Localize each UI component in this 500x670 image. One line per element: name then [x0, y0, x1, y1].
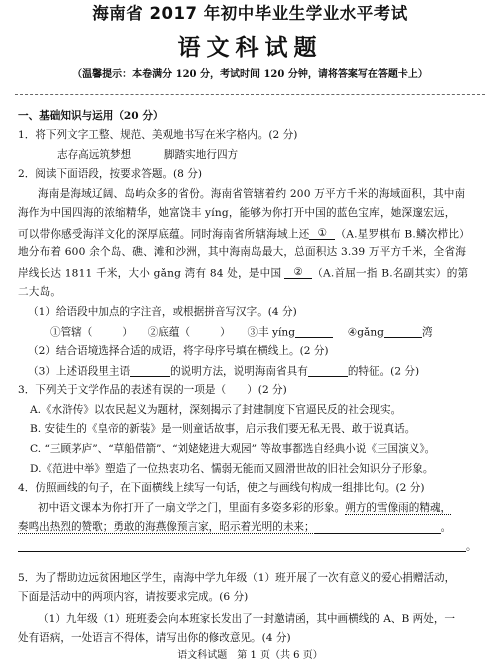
- subject-title: 语文科试题: [177, 34, 323, 61]
- exam-title: 海南省 2017 年初中毕业生学业水平考试: [92, 4, 408, 23]
- passage-line-2: 海作为中国四海的浓缩精华，她富饶丰 yíng，能够为你打开中国的蓝色宝库，她深邃宏远，: [18, 207, 456, 219]
- q2-sub3-c: 的特征。(2 分): [347, 365, 420, 378]
- q4-answer-line: [315, 522, 441, 534]
- q4-line-1: [38, 503, 451, 514]
- q1-prompt: 1．将下列文字工整、规范、美观地书写在米字格内。(2 分): [18, 129, 298, 141]
- passage-line-5: [18, 267, 468, 279]
- passage-line-3-text: 可以带你感受海洋文化的深厚底蕴。同时海南省所辖海域上还: [18, 228, 310, 241]
- q2-sub3-a: （3）上述语段里主语: [28, 365, 131, 378]
- page-footer: 语文科试题 第 1 页（共 6 页）: [177, 650, 323, 661]
- blank-2: ②: [284, 267, 312, 279]
- paren-close: ）: [220, 326, 231, 339]
- blank-1: ①: [309, 228, 335, 240]
- q5-sub1-a: （1）九年级（1）班班委会向本班家长发出了一封邀请函，其中画横线的 A、B 两处，一: [38, 613, 456, 625]
- passage-line-5-text: 岸线长达 1811 千米，大小 gǎng 湾有 84 处，是中国: [18, 267, 282, 280]
- q2-prompt: 2．阅读下面语段，按要求答题。(8 分): [18, 168, 203, 180]
- q4-line-3: [18, 540, 477, 552]
- item-guanxia: ①管辖（: [50, 326, 93, 339]
- comma: 。: [440, 521, 452, 534]
- passage-line-1: 海南是海域辽阔、岛屿众多的省份。海南省管辖着约 200 万平方千米的海域面积，其中南: [38, 188, 466, 200]
- item-fengying: ③丰 yíng: [247, 326, 295, 339]
- notice-text: （温馨提示：本卷满分 120 分，考试时间 120 分钟，请将答案写在答题卡上）: [72, 69, 428, 80]
- q3-option-d: D.《范进中举》塑造了一位热衷功名、懦弱无能而又圆滑世故的旧社会知识分子形象。: [30, 463, 434, 475]
- passage-line-4: 地分布着 600 余个岛、礁、滩和沙洲，其中海南岛最大，总面积达 3.39 万平方千米，全省海: [18, 246, 467, 258]
- q2-sub1: （1）给语段中加点的字注音，或根据拼音写汉字。(4 分): [28, 306, 297, 318]
- passage-line-6: 二大岛。: [18, 286, 62, 298]
- q5-prompt: 5．为了帮助边远贫困地区学生，南海中学九年级（1）班开展了一次有意义的爱心捐赠活动，: [18, 572, 456, 584]
- q5-prompt-2: 下面是活动中的两项内容，请按要求完成。(6 分): [18, 591, 249, 603]
- item-diyun: ②底蕴（: [147, 326, 191, 339]
- q1-text-b: 脚踏实地行四方: [164, 149, 239, 161]
- q2-sub1-items: [50, 326, 433, 338]
- q3-option-b: B. 安徒生的《皇帝的新装》是一则童话故事，启示我们要无私无畏、敢于说真话。: [30, 423, 416, 435]
- passage-line-3-options: （A.星罗棋布 B.鳞次栉比）: [335, 228, 470, 241]
- q3-prompt: [18, 385, 287, 396]
- answer-line: [308, 365, 348, 377]
- q5-sub1-b: 处有语病，一处语言不得体，请写出你的修改意见。(4 分): [18, 632, 291, 644]
- answer-line: [295, 326, 333, 338]
- period: 。: [466, 540, 477, 553]
- passage-line-5-options: （A.首屈一指 B.名副其实）的第: [312, 267, 469, 280]
- q4-underlined-sentence-2: 奏鸣出热烈的赞歌；勇敢的海燕像预言家，昭示着光明的未来；: [18, 521, 315, 534]
- q3-option-a: A.《水浒传》以农民起义为题材，深刻揭示了封建制度下官逼民反的社会现实。: [30, 404, 402, 416]
- section-heading: 一、基础知识与运用（20 分）: [18, 110, 164, 122]
- top-divider: [15, 94, 485, 95]
- answer-line: [384, 326, 422, 338]
- q2-sub2: （2）结合语境选择合适的成语，将字母序号填在横线上。(2 分): [28, 345, 329, 357]
- q4-line-2: [18, 522, 451, 534]
- q3-prompt-a: 3．下列关于文学作品的表述有误的一项是: [18, 384, 216, 396]
- q1-text-a: 志存高远筑梦想: [57, 149, 132, 161]
- q4-prompt: 4．仿照画线的句子，在下面横线上续写一句话，使之与画线句构成一组排比句。(2 分): [18, 482, 425, 494]
- q2-sub3: [28, 365, 419, 377]
- item-wan: 湾: [421, 326, 433, 339]
- q2-sub3-b: 的说明方法，说明海南省具有: [170, 365, 308, 378]
- item-gangwan: ④gǎng: [347, 326, 384, 339]
- passage-line-3: [18, 228, 470, 240]
- q4-line-1-a: 初中语文课本为你打开了一扇文学之门，里面有多姿多彩的形象。: [38, 502, 346, 514]
- paren-close: ）: [122, 326, 133, 339]
- q3-prompt-b: （ ）(2 分): [215, 384, 287, 396]
- q4-underlined-sentence: 朔方的雪像雨的精魂，: [345, 502, 452, 514]
- answer-line: [130, 365, 170, 377]
- q4-answer-line-2: [18, 540, 466, 552]
- q3-option-c: C. “三顾茅庐”、“草船借箭”、“刘姥姥进大观园” 等故事都选自经典小说《三国演义》。: [30, 443, 436, 455]
